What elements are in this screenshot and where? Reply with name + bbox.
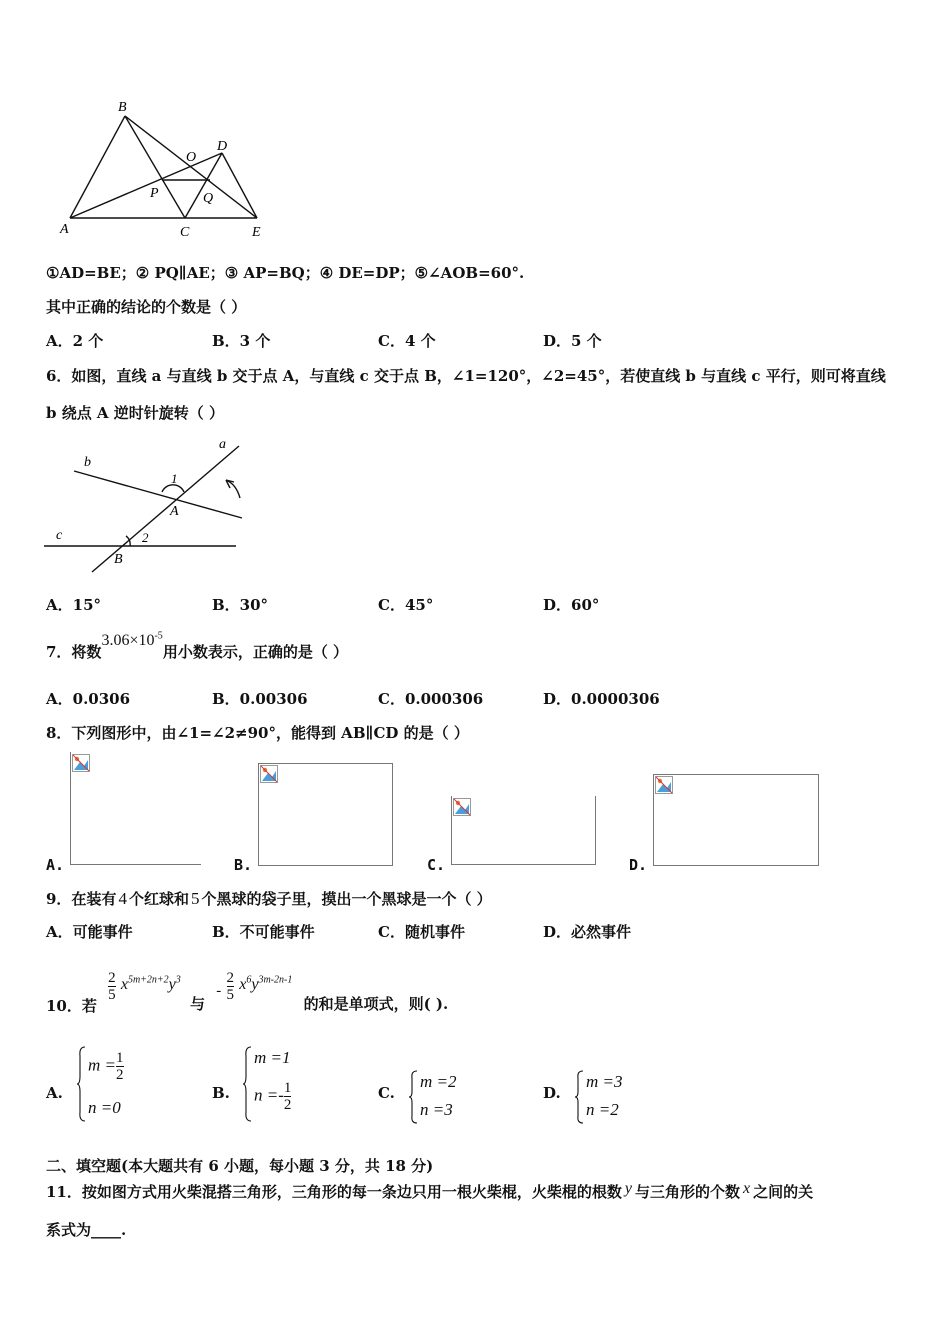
q6-label-2: 2: [142, 530, 149, 545]
q5-option-c[interactable]: C．4 个: [378, 332, 436, 350]
brace-icon: [242, 1046, 252, 1122]
q6-option-c[interactable]: C．45°: [378, 596, 434, 614]
q5-option-d[interactable]: D．5 个: [543, 332, 602, 350]
q8-option-b[interactable]: B.: [234, 856, 253, 874]
q10-option-d[interactable]: D.: [543, 1084, 561, 1102]
q10-option-c[interactable]: C.: [378, 1084, 395, 1102]
q8-option-c[interactable]: C.: [427, 856, 446, 874]
q7-suffix: 用小数表示，正确的是（ ）: [162, 643, 349, 661]
q6-option-b[interactable]: B．30°: [212, 596, 269, 614]
q11-stem-line1: 11．按如图方式用火柴混搭三角形，三角形的每一条边只用一根火柴棍，火柴棍的根数 y 与三角形的个数 x 之间的关: [46, 1180, 814, 1201]
q6-option-a[interactable]: A．15°: [46, 596, 102, 614]
broken-image-icon: [655, 776, 673, 794]
q5-label-O: O: [186, 150, 197, 165]
q11-stem-line2: 系式为____.: [46, 1221, 127, 1239]
q10-option-a[interactable]: A.: [46, 1084, 63, 1102]
q10-c-row2: n =3: [420, 1100, 453, 1119]
q8-figure-d: [653, 774, 819, 866]
q7-prefix: 7．将数: [46, 643, 102, 661]
q10-a-row2: n =0: [88, 1098, 121, 1117]
q9-num-black: 5: [190, 889, 200, 908]
q8-stem: 8．下列图形中，由∠1=∠2≠90°，能得到 AB∥CD 的是（ ）: [46, 724, 469, 742]
q5-label-A: A: [60, 222, 69, 237]
q10-option-b[interactable]: B.: [212, 1084, 230, 1102]
q6-label-c: c: [56, 528, 63, 543]
q6-option-d[interactable]: D．60°: [543, 596, 600, 614]
q5-label-D: D: [217, 139, 228, 154]
q5-label-B: B: [118, 100, 127, 115]
q6-label-a: a: [219, 437, 226, 452]
q5-figure: [52, 98, 272, 243]
q7-option-c[interactable]: C．0.000306: [378, 690, 484, 708]
q6-label-B: B: [114, 552, 123, 567]
q6-label-A: A: [170, 504, 179, 519]
brace-icon: [574, 1070, 584, 1124]
q8-option-a[interactable]: A.: [46, 856, 65, 874]
q7-stem: [46, 630, 349, 662]
q5-option-b[interactable]: B．3 个: [212, 332, 271, 350]
q8-figure-b: [258, 763, 393, 866]
brace-icon: [408, 1070, 418, 1124]
q11-var-y: y: [624, 1180, 632, 1197]
q6-stem-line1: 6．如图，直线 a 与直线 b 交于点 A，与直线 c 交于点 B，∠1=120°，∠2=45°，若使直线 b 与直线 c 平行，则可将直线: [46, 367, 886, 385]
section2-heading: 二、填空题(本大题共有 6 小题，每小题 3 分，共 18 分): [46, 1157, 434, 1175]
q6-figure: [44, 436, 244, 574]
q7-option-b[interactable]: B．0.00306: [212, 690, 308, 708]
q9-option-a[interactable]: A．可能事件: [46, 923, 133, 941]
q10-b-row1: m =1: [254, 1048, 291, 1067]
q10-a-row1: m = $\frac{1}{2}$: [88, 1050, 124, 1083]
q9-stem: 9．在装有 4 个红球和 5 个黑球的袋子里，摸出一个黑球是一个（ ）: [46, 889, 492, 908]
q10-d-row2: n =2: [586, 1100, 619, 1119]
broken-image-icon: [453, 798, 471, 816]
q6-stem-line2: b 绕点 A 逆时针旋转（ ）: [46, 404, 225, 422]
brace-icon: [76, 1046, 86, 1122]
q5-label-E: E: [252, 225, 261, 240]
q6-label-1: 1: [171, 471, 178, 486]
q11-var-x: x: [743, 1180, 751, 1197]
q9-option-b[interactable]: B．不可能事件: [212, 923, 315, 941]
q7-option-a[interactable]: A．0.0306: [46, 690, 131, 708]
broken-image-icon: [260, 765, 278, 783]
q10-b-row2: n =- $\frac{1}{2}$: [254, 1080, 292, 1113]
q5-label-P: P: [150, 186, 159, 201]
q6-label-b: b: [84, 455, 91, 470]
q5-conditions: ①AD=BE；② PQ∥AE；③ AP=BQ；④ DE=DP；⑤∠AOB=60°.: [46, 264, 525, 282]
q10-stem: 10．若 $\frac{2}{5}$ $x^{5m+2n+2}y^3$ 与 - $\frac{2}{5}$ $x^6y^{3m-2n-1}$ 的和是单项式，则( ).: [46, 970, 449, 1015]
q7-number: $3.06\times 10^{-5}$: [101, 630, 163, 649]
q9-option-d[interactable]: D．必然事件: [543, 923, 632, 941]
q10-c-row1: m =2: [420, 1072, 457, 1091]
q8-figure-c: [451, 796, 596, 865]
q9-option-c[interactable]: C．随机事件: [378, 923, 465, 941]
q7-option-d[interactable]: D．0.0000306: [543, 690, 660, 708]
q5-label-C: C: [180, 225, 190, 240]
q5-label-Q: Q: [203, 191, 214, 206]
q5-question: 其中正确的结论的个数是（ ）: [46, 298, 247, 316]
q8-option-d[interactable]: D.: [629, 856, 648, 874]
broken-image-icon: [72, 754, 90, 772]
q5-option-a[interactable]: A．2 个: [46, 332, 104, 350]
q10-d-row1: m =3: [586, 1072, 623, 1091]
q9-num-red: 4: [118, 889, 127, 908]
